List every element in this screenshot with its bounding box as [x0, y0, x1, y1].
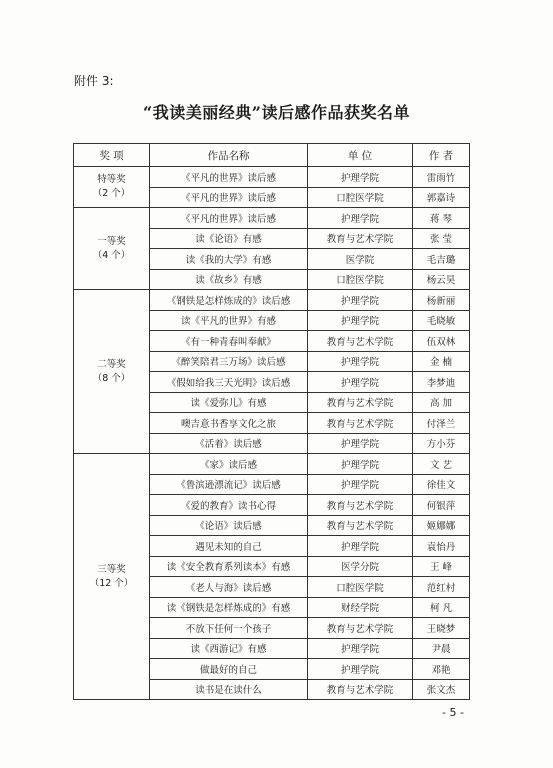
work-title-cell: 《爱的教育》读书心得 — [150, 495, 308, 516]
author-cell: 金 楠 — [413, 351, 470, 372]
unit-cell: 护理学院 — [308, 351, 413, 372]
author-cell: 姬娜娜 — [413, 515, 470, 536]
work-title-cell: 《平凡的世界》读后感 — [150, 167, 308, 188]
work-title-cell: 读《故乡》有感 — [150, 269, 308, 290]
unit-cell: 护理学院 — [308, 638, 413, 659]
award-grade: 二等奖 — [97, 358, 126, 370]
unit-cell: 教育与艺术学院 — [308, 228, 413, 249]
author-cell: 尹晨 — [413, 638, 470, 659]
unit-cell: 护理学院 — [308, 372, 413, 393]
unit-cell: 医学分院 — [308, 556, 413, 577]
unit-cell: 护理学院 — [308, 474, 413, 495]
table-row — [74, 454, 470, 475]
work-title-cell: 读《安全教育系列读本》有感 — [150, 556, 308, 577]
award-count: （4 个） — [92, 249, 131, 261]
author-cell: 徐佳文 — [413, 474, 470, 495]
award-grade: 一等奖 — [97, 235, 126, 247]
work-title-cell: 《论语》读后感 — [150, 515, 308, 536]
unit-cell: 医学院 — [308, 249, 413, 270]
work-title-cell: 《平凡的世界》读后感 — [150, 187, 308, 208]
unit-cell: 教育与艺术学院 — [308, 515, 413, 536]
work-title-cell: 读《我的大学》有感 — [150, 249, 308, 270]
unit-cell: 教育与艺术学院 — [308, 495, 413, 516]
work-title-cell: 读《爱弥儿》有感 — [150, 392, 308, 413]
header-unit: 单 位 — [308, 144, 413, 167]
work-title-cell: 做最好的自己 — [150, 659, 308, 680]
author-cell: 雷雨竹 — [413, 167, 470, 188]
author-cell: 方小芬 — [413, 433, 470, 454]
awards-table-body — [74, 167, 470, 700]
unit-cell: 口腔医学院 — [308, 269, 413, 290]
author-cell: 张 莹 — [413, 228, 470, 249]
author-cell: 付泽兰 — [413, 413, 470, 434]
award-grade-cell — [74, 167, 150, 208]
author-cell: 王晓梦 — [413, 618, 470, 639]
awards-table — [73, 143, 470, 700]
table-row — [74, 208, 470, 229]
unit-cell: 护理学院 — [308, 290, 413, 311]
author-cell: 邓艳 — [413, 659, 470, 680]
award-count: （2 个） — [92, 188, 131, 199]
table-row — [74, 290, 470, 311]
work-title-cell: 《钢铁是怎样炼成的》读后感 — [150, 290, 308, 311]
unit-cell: 护理学院 — [308, 454, 413, 475]
work-title-cell: 《家》读后感 — [150, 454, 308, 475]
work-title-cell: 读《钢铁是怎样炼成的》有感 — [150, 597, 308, 618]
author-cell: 王 峰 — [413, 556, 470, 577]
work-title-cell: 《有一种青春叫奉献》 — [150, 331, 308, 352]
author-cell: 文 艺 — [413, 454, 470, 475]
unit-cell: 教育与艺术学院 — [308, 331, 413, 352]
work-title-cell: 《醉笑陪君三万场》读后感 — [150, 351, 308, 372]
work-title-cell: 读《论语》有感 — [150, 228, 308, 249]
author-cell: 蒋 琴 — [413, 208, 470, 229]
work-title-cell: 读《平凡的世界》有感 — [150, 310, 308, 331]
header-award: 奖 项 — [74, 144, 150, 167]
author-cell: 何银萍 — [413, 495, 470, 516]
award-grade-cell — [74, 454, 150, 700]
unit-cell: 护理学院 — [308, 310, 413, 331]
author-cell: 杨新丽 — [413, 290, 470, 311]
award-grade: 三等奖 — [97, 563, 126, 575]
author-cell: 袁怡丹 — [413, 536, 470, 557]
work-title-cell: 《鲁滨逊漂流记》读后感 — [150, 474, 308, 495]
unit-cell: 护理学院 — [308, 536, 413, 557]
table-row — [74, 167, 470, 188]
unit-cell: 教育与艺术学院 — [308, 618, 413, 639]
author-cell: 郭嘉诗 — [413, 187, 470, 208]
unit-cell: 护理学院 — [308, 659, 413, 680]
header-author: 作 者 — [413, 144, 470, 167]
unit-cell: 财经学院 — [308, 597, 413, 618]
work-title-cell: 《平凡的世界》读后感 — [150, 208, 308, 229]
work-title-cell: 不放下任何一个孩子 — [150, 618, 308, 639]
document-title: “我读美丽经典”读后感作品获奖名单 — [143, 103, 410, 122]
unit-cell: 护理学院 — [308, 167, 413, 188]
author-cell: 毛吉璐 — [413, 249, 470, 270]
author-cell: 柯 凡 — [413, 597, 470, 618]
unit-cell: 护理学院 — [308, 433, 413, 454]
work-title-cell: 噢吉意书香享文化之旅 — [150, 413, 308, 434]
table-header-row — [74, 144, 470, 167]
page-number: - 5 - — [442, 706, 464, 719]
award-grade-cell — [74, 290, 150, 454]
header-work: 作品名称 — [150, 144, 308, 167]
author-cell: 李梦迪 — [413, 372, 470, 393]
unit-cell: 教育与艺术学院 — [308, 413, 413, 434]
author-cell: 范红村 — [413, 577, 470, 598]
unit-cell: 教育与艺术学院 — [308, 392, 413, 413]
unit-cell: 口腔医学院 — [308, 187, 413, 208]
work-title-cell: 读《西游记》有感 — [150, 638, 308, 659]
attachment-label: 附件 3: — [74, 74, 114, 88]
author-cell: 杨云昊 — [413, 269, 470, 290]
unit-cell: 护理学院 — [308, 208, 413, 229]
author-cell: 高 加 — [413, 392, 470, 413]
unit-cell: 教育与艺术学院 — [308, 679, 413, 700]
award-count: （12 个） — [89, 577, 134, 589]
award-grade: 特等奖 — [97, 174, 126, 185]
unit-cell: 口腔医学院 — [308, 577, 413, 598]
author-cell: 张文杰 — [413, 679, 470, 700]
work-title-cell: 遇见未知的自己 — [150, 536, 308, 557]
author-cell: 伍双林 — [413, 331, 470, 352]
work-title-cell: 《活着》读后感 — [150, 433, 308, 454]
work-title-cell: 《老人与海》读后感 — [150, 577, 308, 598]
work-title-cell: 读书是在读什么 — [150, 679, 308, 700]
author-cell: 毛晓敏 — [413, 310, 470, 331]
work-title-cell: 《假如给我三天光明》读后感 — [150, 372, 308, 393]
award-count: （8 个） — [92, 372, 131, 384]
award-grade-cell — [74, 208, 150, 290]
